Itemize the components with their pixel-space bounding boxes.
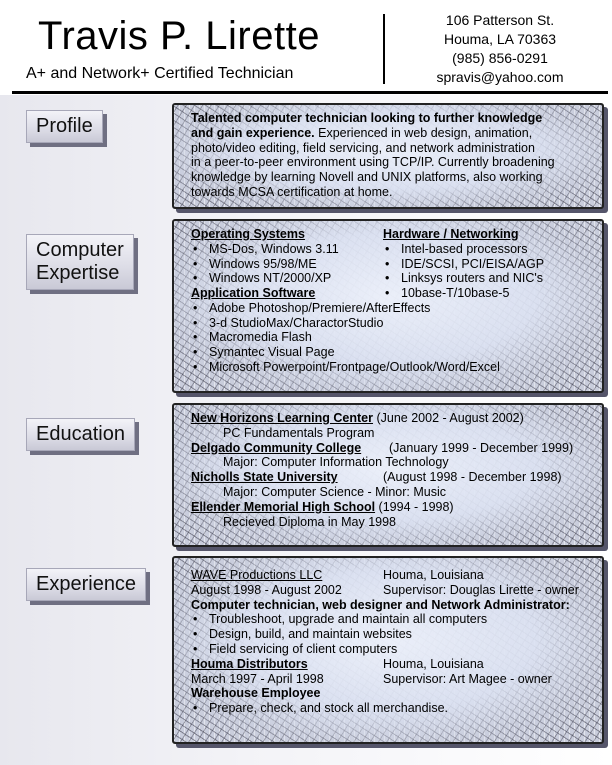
job-meta [191, 672, 594, 687]
hardware-item: • Linksys routers and NIC's [383, 271, 604, 286]
job-header [191, 657, 594, 672]
os-column [191, 227, 381, 286]
section-label-profile [26, 110, 103, 143]
school-dates: (June 2002 - August 2002) [376, 411, 524, 425]
profile-lead-end: and gain experience. [191, 125, 315, 140]
section-label-experience-text: Experience [36, 573, 137, 595]
profile-text [191, 111, 594, 200]
expertise-panel [172, 219, 604, 393]
app-item: • Adobe Photoshop/Premiere/AfterEffects [191, 301, 594, 316]
section-label-profile-text: Profile [36, 115, 93, 137]
header-divider-vertical [383, 14, 385, 84]
job-dates: March 1997 - April 1998 [191, 671, 324, 686]
profile-line: Talented computer technician looking to further knowledge [191, 111, 543, 125]
job-duty: • Prepare, check, and stock all merchandise. [191, 701, 594, 716]
job-title: Computer technician, web designer and Network Administrator: [191, 597, 570, 612]
job-header [191, 568, 594, 583]
job-company: Houma Distributors [191, 656, 308, 671]
section-label-expertise-line1: Computer [36, 239, 124, 261]
app-item: • Microsoft Powerpoint/Frontpage/Outlook/Word/Excel [191, 360, 594, 375]
school-dates: (1994 - 1998) [378, 499, 454, 514]
experience-content [191, 568, 594, 716]
contact-phone: (985) 856-0291 [452, 50, 548, 66]
resume-subtitle: A+ and Network+ Certified Technician [26, 65, 294, 82]
os-heading: Operating Systems [191, 227, 305, 241]
education-panel [172, 403, 604, 547]
contact-email: spravis@yahoo.com [436, 69, 564, 85]
profile-line [191, 126, 594, 141]
education-entry [191, 411, 594, 426]
education-entry [191, 470, 594, 485]
school-name: Nicholls State University [191, 470, 338, 485]
app-item: • Symantec Visual Page [191, 345, 594, 360]
os-item: • Windows 95/98/ME [191, 257, 381, 272]
contact-city: Houma, LA 70363 [443, 31, 557, 47]
app-item: • 3-d StudioMax/CharactorStudio [191, 316, 594, 331]
job-duty: • Troubleshoot, upgrade and maintain all computers [191, 612, 594, 627]
job-location: Houma, Louisiana [383, 656, 484, 671]
profile-line: in a peer-to-peer environment using TCP/IP. Currently broadening [191, 155, 555, 170]
education-content [191, 411, 594, 529]
hardware-item: • 10base-T/10base-5 [383, 286, 604, 301]
profile-line: towards MCSA certification at home. [191, 184, 393, 199]
os-item: • Windows NT/2000/XP [191, 271, 381, 286]
section-label-education [26, 418, 135, 451]
school-name: New Horizons Learning Center [191, 411, 373, 425]
expertise-content [191, 227, 594, 375]
job-supervisor: Supervisor: Douglas Lirette - owner [383, 582, 579, 597]
section-label-expertise-line2: Expertise [36, 262, 120, 284]
section-label-expertise [26, 234, 134, 290]
job-title: Warehouse Employee [191, 686, 321, 701]
app-heading: Application Software [191, 286, 316, 300]
education-entry [191, 500, 594, 515]
job-duty: • Design, build, and maintain websites [191, 627, 594, 642]
profile-line: knowledge by learning Novell and UNIX platforms, also working [191, 170, 543, 185]
job-meta [191, 583, 594, 598]
resume-name: Travis P. Lirette [38, 14, 320, 58]
school-dates: (August 1998 - December 1998) [383, 470, 562, 485]
section-label-education-text: Education [36, 423, 125, 445]
contact-block [400, 11, 600, 87]
hardware-heading: Hardware / Networking [383, 227, 519, 241]
contact-street: 106 Patterson St. [445, 12, 555, 28]
school-detail: Major: Computer Information Technology [223, 455, 449, 470]
school-dates: (January 1999 - December 1999) [389, 440, 574, 455]
hardware-item: • IDE/SCSI, PCI/EISA/AGP [383, 257, 604, 272]
school-name: Delgado Community College [191, 440, 362, 455]
job-location: Houma, Louisiana [383, 568, 484, 582]
job-duty: • Field servicing of client computers [191, 642, 594, 657]
header-divider-horizontal [12, 91, 608, 94]
school-detail: Major: Computer Science - Minor: Music [223, 484, 446, 499]
job-dates: August 1998 - August 2002 [191, 582, 342, 597]
hardware-item: • Intel-based processors [383, 242, 604, 257]
app-item: • Macromedia Flash [191, 330, 594, 345]
school-detail: PC Fundamentals Program [223, 425, 375, 440]
section-label-experience [26, 568, 146, 601]
job-company: WAVE Productions LLC [191, 568, 323, 582]
profile-panel [172, 103, 604, 209]
job-supervisor: Supervisor: Art Magee - owner [383, 671, 552, 686]
profile-line: photo/video editing, field servicing, and network administration [191, 140, 535, 155]
profile-line-rest: Experienced in web design, animation, [314, 125, 533, 140]
education-entry [191, 441, 594, 456]
school-detail: Recieved Diploma in May 1998 [223, 514, 397, 529]
school-name: Ellender Memorial High School [191, 499, 376, 514]
experience-panel [172, 556, 604, 744]
os-item: • MS-Dos, Windows 3.11 [191, 242, 381, 257]
